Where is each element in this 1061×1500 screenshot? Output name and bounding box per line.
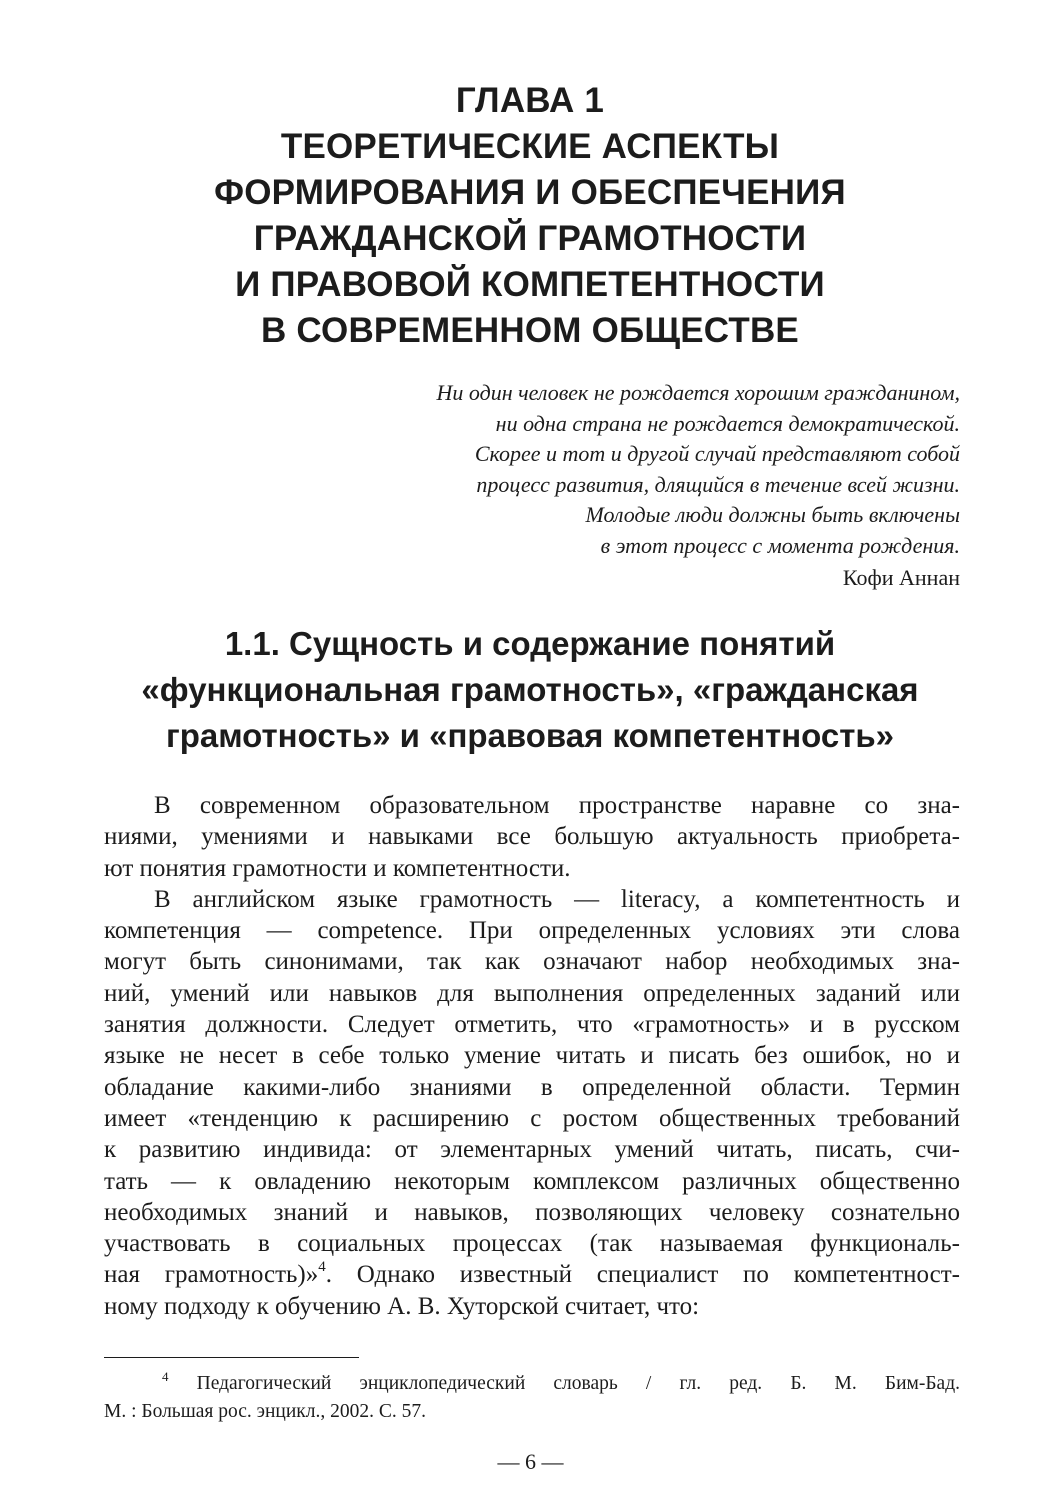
epigraph-line: в этот процесс с момента рождения. [600, 532, 960, 558]
section-heading-line: «функциональная грамотность», «гражданская [141, 671, 919, 708]
chapter-heading-line: В СОВРЕМЕННОМ ОБЩЕСТВЕ [261, 311, 799, 350]
chapter-heading-line: ГЛАВА 1 [455, 81, 605, 120]
footnote-number: 4 [162, 1368, 169, 1384]
paragraph-line: ному подходу к обучению А. В. Хуторской считает, что: [104, 1292, 700, 1320]
chapter-heading [110, 78, 950, 354]
epigraph-line: Молодые люди должны быть включены [585, 502, 960, 527]
paragraph-line: В современном образовательном пространстве наравне со зна- [154, 792, 960, 819]
body-text [104, 790, 960, 1322]
footnote-divider [104, 1357, 359, 1358]
paragraph-line: имеет «тенденцию к расширению с ростом общественных требований [104, 1104, 960, 1132]
paragraph-line: языке не несет в себе только умение читать и писать без ошибок, но и [104, 1042, 960, 1070]
paragraph-line: тать — к овладению некоторым комплексом различных общественно [104, 1167, 960, 1195]
chapter-heading-line: ГРАЖДАНСКОЙ ГРАМОТНОСТИ [253, 219, 807, 258]
paragraph-line: занятия должности. Следует отметить, что «грамотность» и в русском [104, 1011, 960, 1039]
footnote-text: Педагогический энциклопедический словарь / гл. ред. Б. М. Бим-Бад. [168, 1373, 960, 1394]
chapter-heading-line: ФОРМИРОВАНИЯ И ОБЕСПЕЧЕНИЯ [214, 173, 846, 212]
epigraph [300, 378, 960, 561]
paragraph-line: участвовать в социальных процессах (так называемая функциональ- [104, 1230, 960, 1258]
paragraph-line: ниями, умениями и навыками все большую актуальность приобрета- [104, 823, 960, 851]
paragraph-text: . Однако известный специалист по компетентност- [325, 1261, 960, 1289]
epigraph-line: процесс развития, длящийся в течение всей жизни. [476, 471, 960, 497]
paragraph-line: к развитию индивида: от элементарных умений читать, писать, счи- [104, 1136, 960, 1164]
epigraph-author: Кофи Аннан [842, 565, 960, 590]
paragraph-line: обладание какими-либо знаниями в определенной области. Термин [104, 1073, 960, 1101]
footnote-line: М. : Большая рос. энцикл., 2002. С. 57. [104, 1401, 426, 1422]
paragraph-line: могут быть синонимами, так как означают набор необходимых зна- [104, 948, 960, 976]
paragraph-text: ная грамотность)» [104, 1261, 319, 1289]
section-heading [100, 621, 960, 759]
paragraph-line: ют понятия грамотности и компетентности. [104, 854, 571, 882]
paragraph-line: компетенция — competence. При определенных условиях эти слова [104, 917, 960, 945]
epigraph-line: Ни один человек не рождается хорошим гражданином, [436, 380, 960, 405]
epigraph-line: Скорее и тот и другой случай представляют собой [474, 441, 960, 466]
paragraph-line: ний, умений или навыков для выполнения определенных заданий или [104, 979, 960, 1007]
paragraph-line [104, 1259, 960, 1290]
page-number: — 6 — [497, 1449, 564, 1474]
chapter-heading-line: ТЕОРЕТИЧЕСКИЕ АСПЕКТЫ [280, 127, 780, 166]
epigraph-line: ни одна страна не рождается демократической. [495, 410, 960, 436]
footnote-line [104, 1370, 960, 1398]
footnote [104, 1370, 960, 1426]
paragraph-line: В английском языке грамотность — literacy, а компетентность и [154, 885, 960, 913]
chapter-heading-line: И ПРАВОВОЙ КОМПЕТЕНТНОСТИ [235, 265, 825, 304]
footnote-reference[interactable]: 4 [318, 1259, 326, 1276]
paragraph-line: необходимых знаний и навыков, позволяющих человеку сознательно [104, 1198, 960, 1226]
section-heading-line: 1.1. Сущность и содержание понятий [224, 625, 836, 662]
section-heading-line: грамотность» и «правовая компетентность» [165, 717, 895, 754]
